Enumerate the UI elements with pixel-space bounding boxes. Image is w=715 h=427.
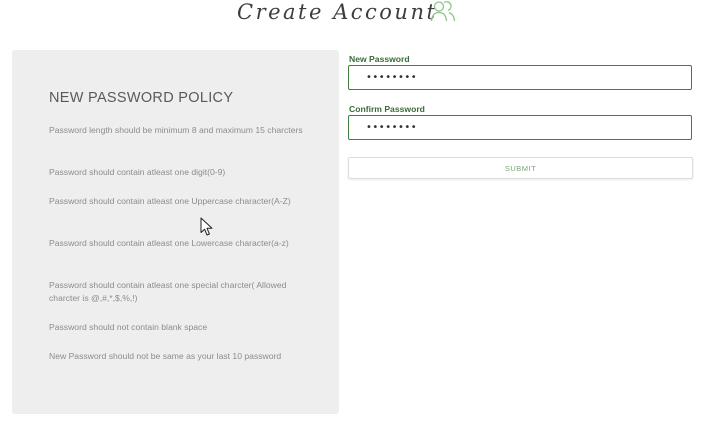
policy-rule-digit: Password should contain atleast one digit(0-9) (49, 167, 226, 177)
submit-button[interactable]: SUBMIT (348, 157, 693, 179)
confirm-password-label: Confirm Password (349, 104, 425, 114)
mouse-pointer-icon (200, 217, 214, 237)
user-outline-icon (430, 0, 456, 22)
header (0, 0, 715, 30)
policy-rule-no-space: Password should not contain blank space (49, 322, 208, 332)
new-password-input[interactable] (348, 65, 692, 90)
policy-title: NEW PASSWORD POLICY (49, 90, 234, 106)
policy-rule-special: Password should contain atleast one special charcter( Allowed charcter is @,#,*,$,%,!) (49, 280, 287, 303)
page-title: Create Account (237, 0, 438, 24)
policy-rule-lowercase: Password should contain atleast one Lowercase character(a-z) (49, 238, 289, 248)
policy-rule-uppercase: Password should contain atleast one Uppercase character(A-Z) (49, 196, 291, 206)
policy-rule-length: Password length should be minimum 8 and maximum 15 charcters (49, 125, 303, 135)
confirm-password-input[interactable] (348, 115, 692, 140)
password-policy-panel (12, 50, 339, 414)
policy-rule-history: New Password should not be same as your last 10 password (49, 351, 282, 361)
new-password-label: New Password (349, 54, 410, 64)
